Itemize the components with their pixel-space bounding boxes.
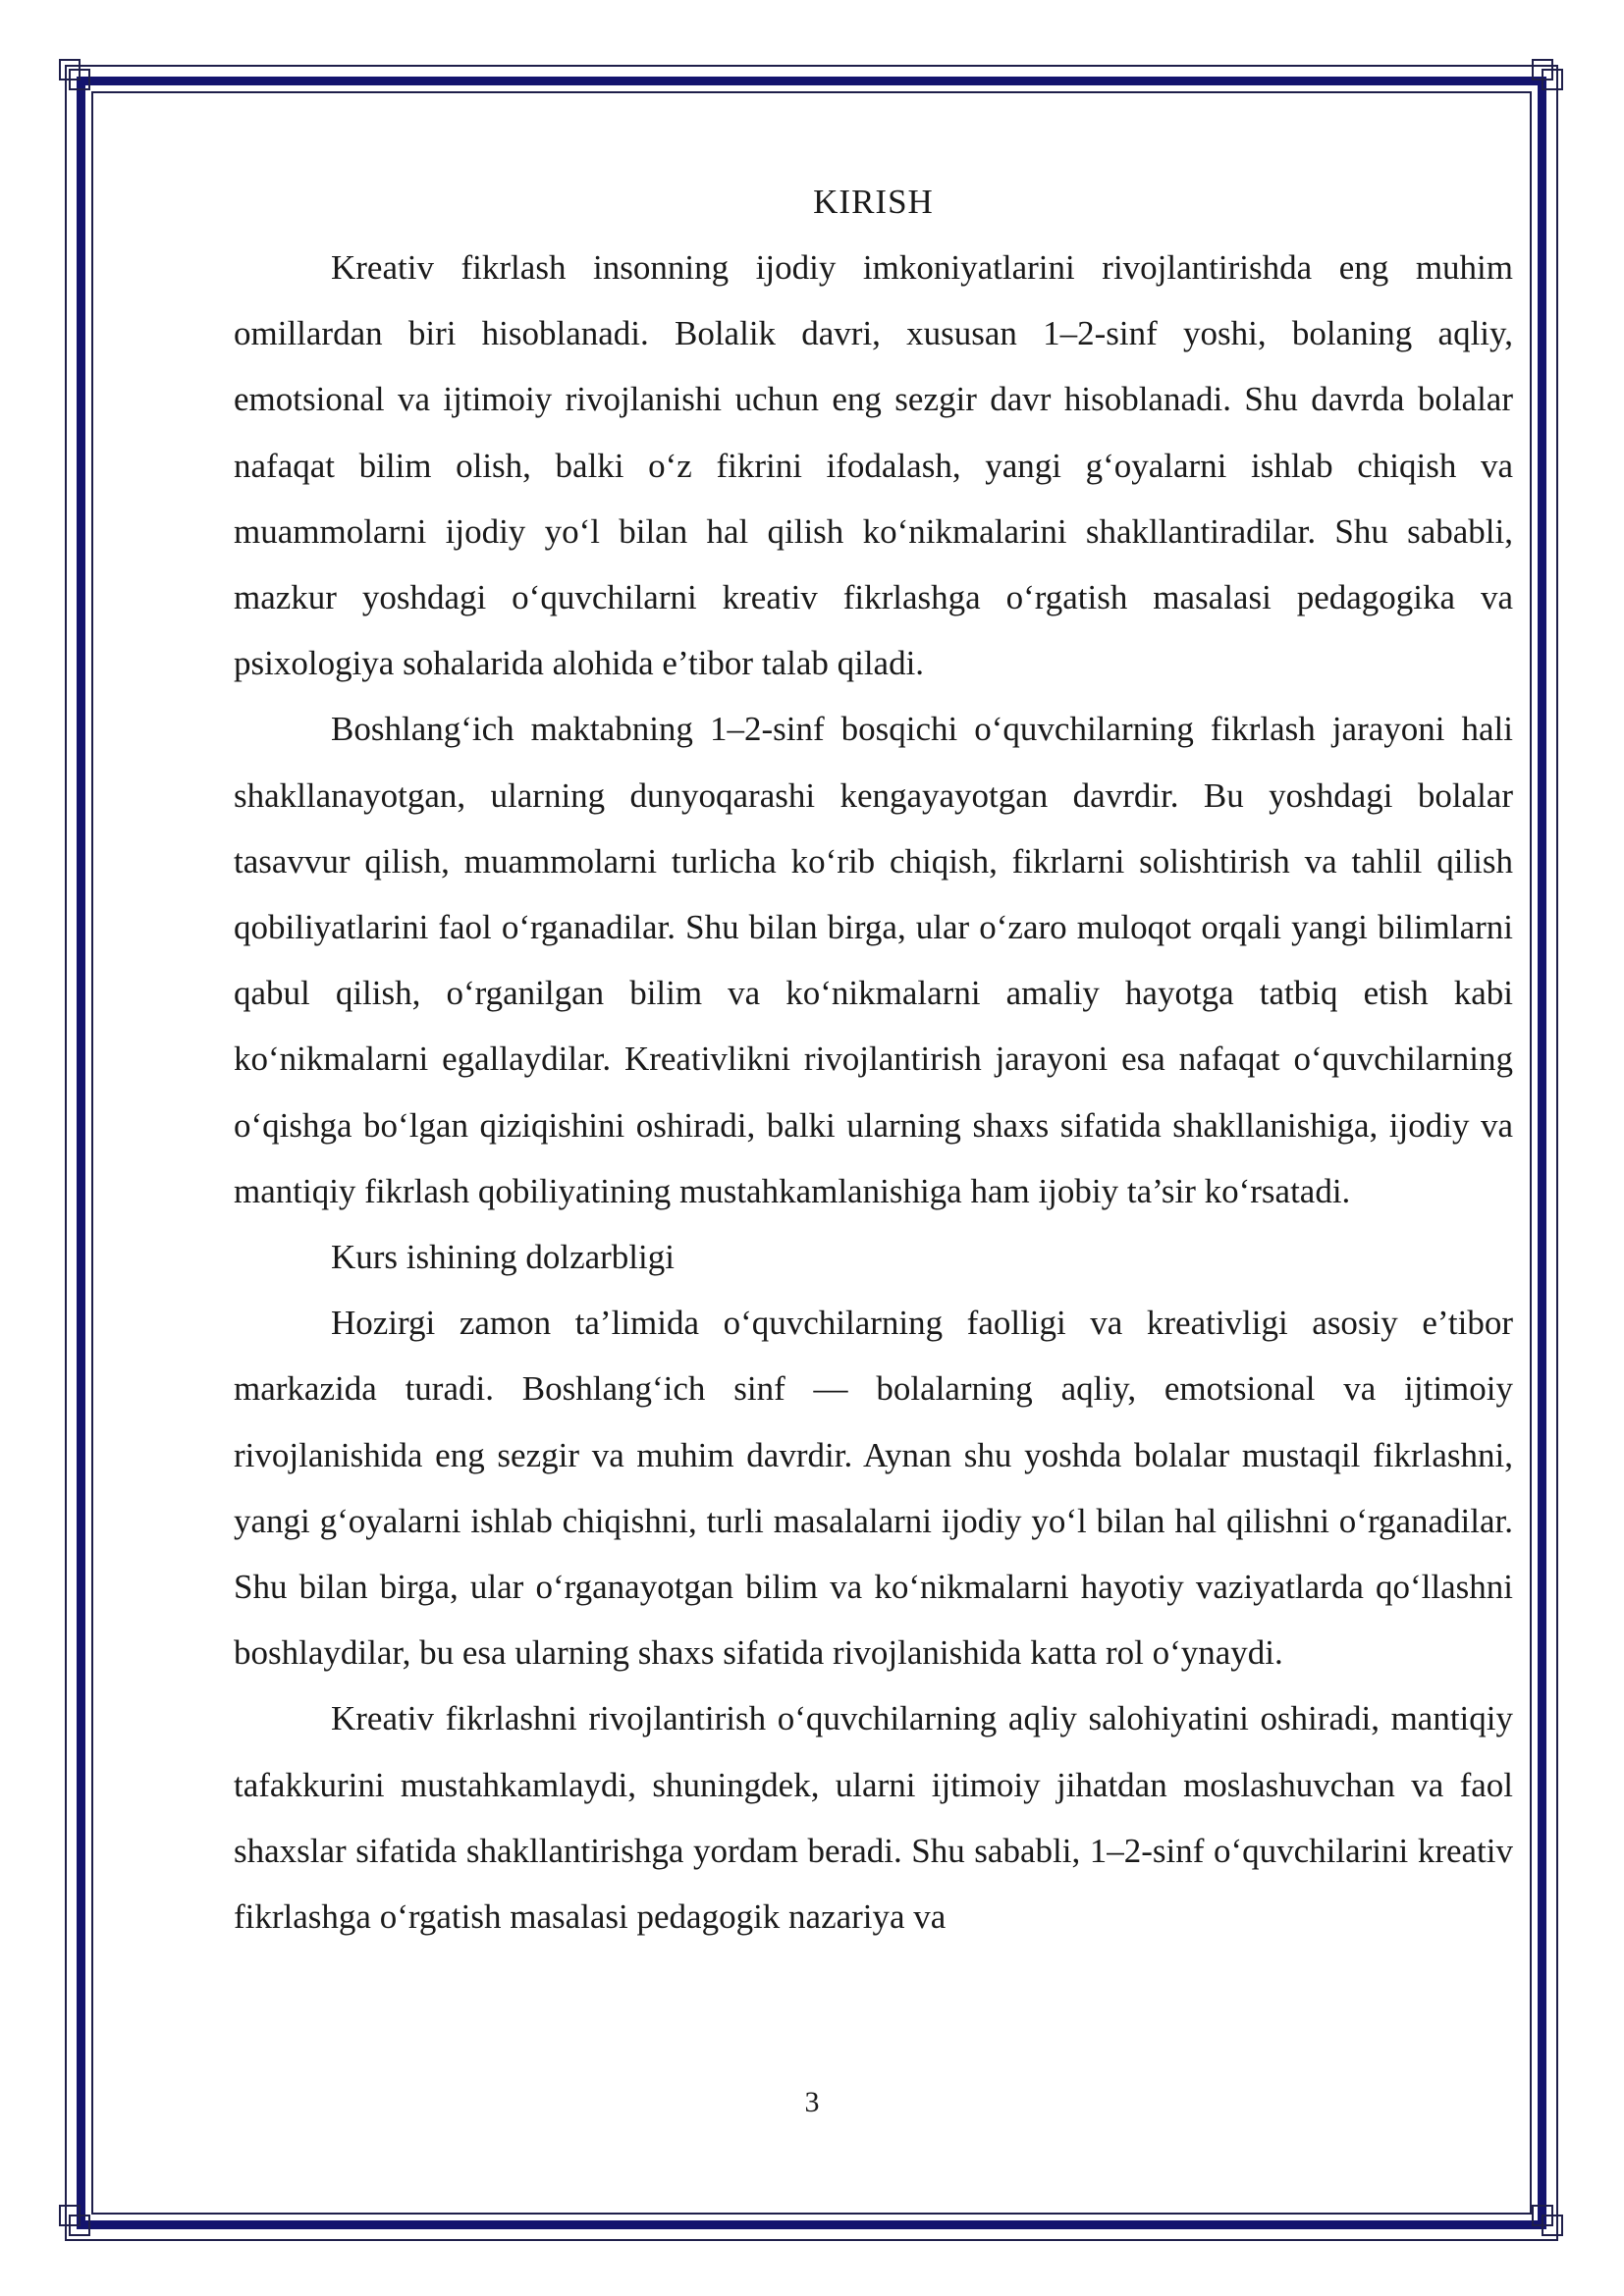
corner-ornament-top-left <box>59 59 92 92</box>
paragraph: Boshlang‘ich maktabning 1–2-sinf bosqichi o‘quvchilarning fikrlash jarayoni hali shakllanayotgan, ularning dunyoqarashi kengayayotgan davrdir. Bu yoshdagi bolalar tasavvur qilish, muammolarni turlicha ko‘rib chiqish, fikrlarni solishtirish va tahlil qilish qobiliyatlarini faol o‘rganadilar. Shu bilan birga, ular o‘zaro muloqot orqali yangi bilimlarni qabul qilish, o‘rganilgan bilim va ko‘nikmalarni amaliy hayotga tatbiq etish kabi ko‘nikmalarni egallaydilar. Kreativlikni rivojlantirish jarayoni esa nafaqat o‘quvchilarning o‘qishga bo‘lgan qiziqishini oshiradi, balki ularning shaxs sifatida shakllanishiga, ijodiy va mantiqiy fikrlash qobiliyatining mustahkamlanishiga ham ijobiy ta’sir ko‘rsatadi. <box>234 710 1513 1210</box>
corner-ornament-bottom-right <box>1532 2205 1565 2238</box>
page-number: 3 <box>804 2086 820 2118</box>
corner-ornament-bottom-left <box>59 2205 92 2238</box>
document-body <box>234 169 1513 1949</box>
section-heading: KIRISH <box>813 183 934 221</box>
corner-ornament-top-right <box>1532 59 1565 92</box>
subsection-heading: Kurs ishining dolzarbligi <box>331 1238 675 1277</box>
paragraph: Kreativ fikrlash insonning ijodiy imkoniyatlarini rivojlantirishda eng muhim omillardan biri hisoblanadi. Bolalik davri, xususan 1–2-sinf yoshi, bolaning aqliy, emotsional va ijtimoiy rivojlanishi uchun eng sezgir davr hisoblanadi. Shu davrda bolalar nafaqat bilim olish, balki o‘z fikrini ifodalash, yangi g‘oyalarni ishlab chiqish va muammolarni ijodiy yo‘l bilan hal qilish ko‘nikmalarini shakllantiradilar. Shu sababli, mazkur yoshdagi o‘quvchilarni kreativ fikrlashga o‘rgatish masalasi pedagogika va psixologiya sohalarida alohida e’tibor talab qiladi. <box>234 248 1513 683</box>
paragraph: Kreativ fikrlashni rivojlantirish o‘quvchilarning aqliy salohiyatini oshiradi, mantiqiy tafakkurini mustahkamlaydi, shuningdek, ularni ijtimoiy jihatdan moslashuvchan va faol shaxslar sifatida shakllantirishga yordam beradi. Shu sababli, 1–2-sinf o‘quvchilarini kreativ fikrlashga o‘rgatish masalasi pedagogik nazariya va <box>234 1699 1513 1937</box>
paragraph: Hozirgi zamon ta’limida o‘quvchilarning faolligi va kreativligi asosiy e’tibor markazida turadi. Boshlang‘ich sinf — bolalarning aqliy, emotsional va ijtimoiy rivojlanishida eng sezgir va muhim davrdir. Aynan shu yoshda bolalar mustaqil fikrlashni, yangi g‘oyalarni ishlab chiqishni, turli masalalarni ijodiy yo‘l bilan hal qilishni o‘rganadilar. Shu bilan birga, ular o‘rganayotgan bilim va ko‘nikmalarni hayotiy vaziyatlarda qo‘llashni boshlaydilar, bu esa ularning shaxs sifatida rivojlanishida katta rol o‘ynaydi. <box>234 1304 1513 1673</box>
